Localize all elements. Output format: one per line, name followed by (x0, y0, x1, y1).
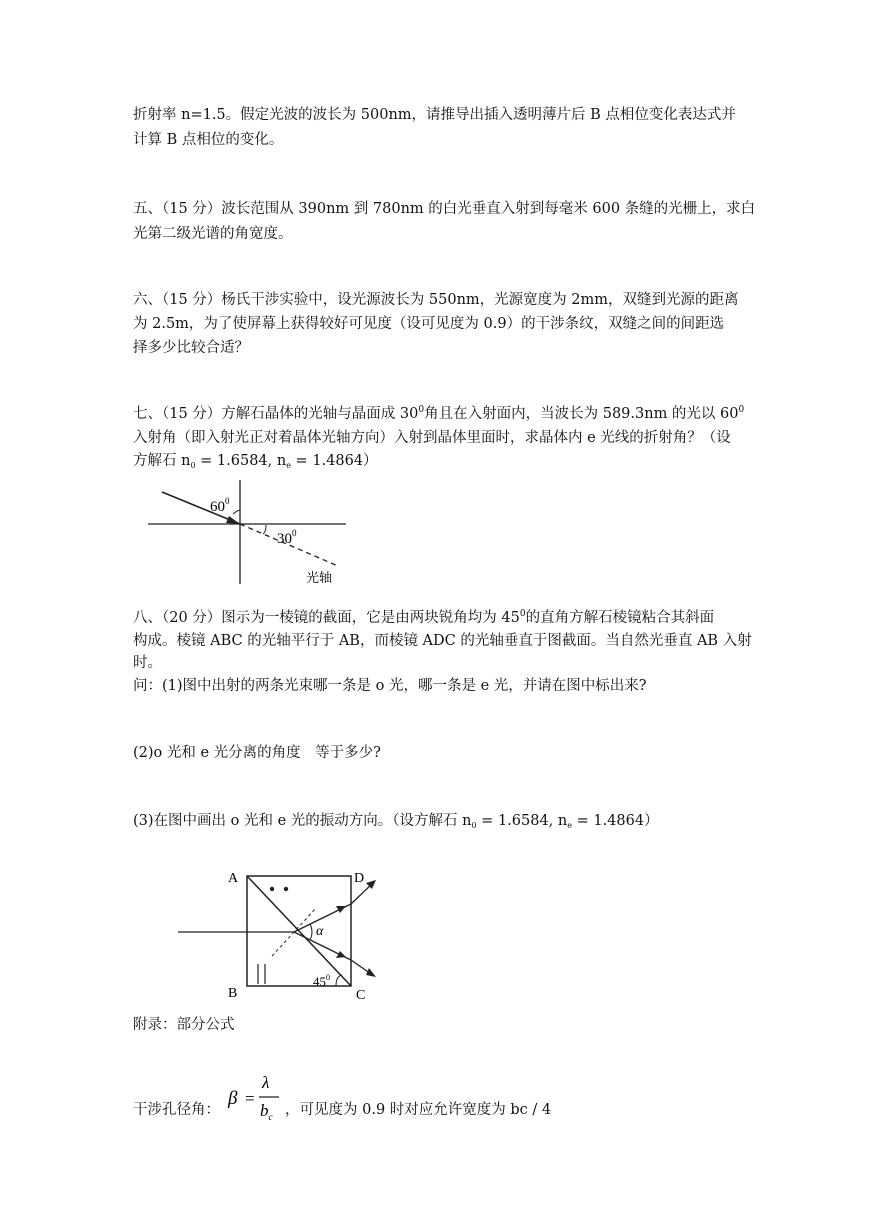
sub-o: 0 (471, 821, 477, 830)
q7-line-3 (133, 454, 378, 470)
ray-arrow (226, 516, 240, 524)
degree-mark: 0 (519, 609, 526, 619)
q6-line-3: 择多少比较合适？ (133, 340, 249, 356)
lower-arrow (336, 951, 346, 958)
lambda-symbol: λ (262, 1073, 270, 1092)
vertex-C: C (356, 988, 366, 1002)
sub-e: e (567, 821, 572, 830)
appendix-label: 干涉孔径角： (133, 1102, 220, 1118)
lower-exit-arrow (366, 968, 376, 977)
appendix-tail: ，可见度为 0.9 时对应允许宽度为 bc / 4 (285, 1102, 552, 1118)
angle-label-30: $30^0$ (277, 528, 297, 547)
b-c-symbol: $b_c$ (260, 1101, 273, 1122)
angle-arc-60 (233, 510, 240, 514)
alpha-label: α (316, 924, 324, 939)
q7-line-1 (133, 406, 744, 422)
q8-text-a: 八、（20 分）图示为一棱镜的截面，它是由两块锐角均为 45 (133, 610, 520, 626)
q8-line-1 (133, 610, 714, 626)
prism-diagonal (247, 876, 351, 986)
appendix-title: 附录：部分公式 (133, 1017, 235, 1033)
degree-mark: 0 (418, 405, 425, 415)
sub-e: e (286, 461, 291, 470)
q8-text-e: = 1.4864） (571, 813, 659, 829)
q8-part-2: (2)o 光和 e 光分离的角度 等于多少? (133, 745, 381, 761)
q7-text-d: = 1.6584, n (195, 453, 287, 469)
angle-arc-45 (336, 975, 342, 986)
optic-axis-dot (270, 887, 274, 891)
q4-line-2: 计算 B 点相位的变化。 (133, 132, 284, 148)
sub-o: 0 (190, 461, 196, 470)
q4-line-1: 折射率 n=1.5。假定光波的波长为 500nm，请推导出插入透明薄片后 B 点相位变化表达式并 (133, 107, 736, 123)
angle-label-60: $60^0$ (210, 496, 230, 515)
crystal-axis-figure (140, 478, 360, 588)
q8-line-3: 时。 (133, 655, 162, 671)
angle-label-45: $45^0$ (313, 973, 330, 989)
beta-symbol: β (228, 1088, 238, 1109)
q7-text-b: 角且在入射面内，当波长为 589.3nm 的光以 60 (424, 406, 739, 422)
alpha-arc (310, 924, 312, 940)
q7-text-a: 七、（15 分）方解石晶体的光轴与晶面成 30 (133, 406, 419, 422)
q7-text-e: = 1.4864） (290, 453, 378, 469)
q5-line-2: 光第二级光谱的角宽度。 (133, 226, 293, 242)
q8-part-3 (133, 814, 659, 830)
q7-line-2: 入射角（即入射光正对着晶体光轴方向）入射到晶体里面时，求晶体内 e 光线的折射角？（设 (133, 430, 731, 446)
prism-figure (170, 862, 385, 1002)
upper-arrow (336, 906, 346, 913)
q8-line-4: 问：(1)图中出射的两条光束哪一条是 o 光，哪一条是 e 光，并请在图中标出来? (133, 678, 647, 694)
q8-text-c: (3)在图中画出 o 光和 e 光的振动方向。（设方解石 n (133, 813, 472, 829)
optic-axis-dot (284, 887, 288, 891)
q5-line-1: 五、（15 分）波长范围从 390nm 到 780nm 的白光垂直入射到每毫米 600 条缝的光栅上，求白 (133, 201, 756, 217)
beta-formula (225, 1068, 285, 1128)
vertex-B: B (228, 986, 238, 1001)
optic-axis-label: 光轴 (306, 570, 333, 585)
q6-line-2: 为 2.5m，为了使屏幕上获得较好可见度（设可见度为 0.9）的干涉条纹，双缝之间的间距选 (133, 316, 725, 332)
q8-text-d: = 1.6584, n (476, 813, 568, 829)
equals-sign: = (245, 1089, 255, 1108)
q8-text-b: 的直角方解石棱镜粘合其斜面 (525, 610, 715, 626)
angle-arc-30 (263, 525, 266, 534)
q6-line-1: 六、（15 分）杨氏干涉实验中，设光源波长为 550nm，光源宽度为 2mm，双缝到光源的距离 (133, 292, 739, 308)
q7-text-c: 方解石 n (133, 453, 191, 469)
vertex-D: D (354, 871, 365, 886)
vertex-A: A (228, 871, 239, 886)
degree-mark: 0 (738, 405, 745, 415)
q8-line-2: 构成。棱镜 ABC 的光轴平行于 AB，而棱镜 ADC 的光轴垂直于图截面。当自然光垂直 AB 入射 (133, 633, 752, 649)
